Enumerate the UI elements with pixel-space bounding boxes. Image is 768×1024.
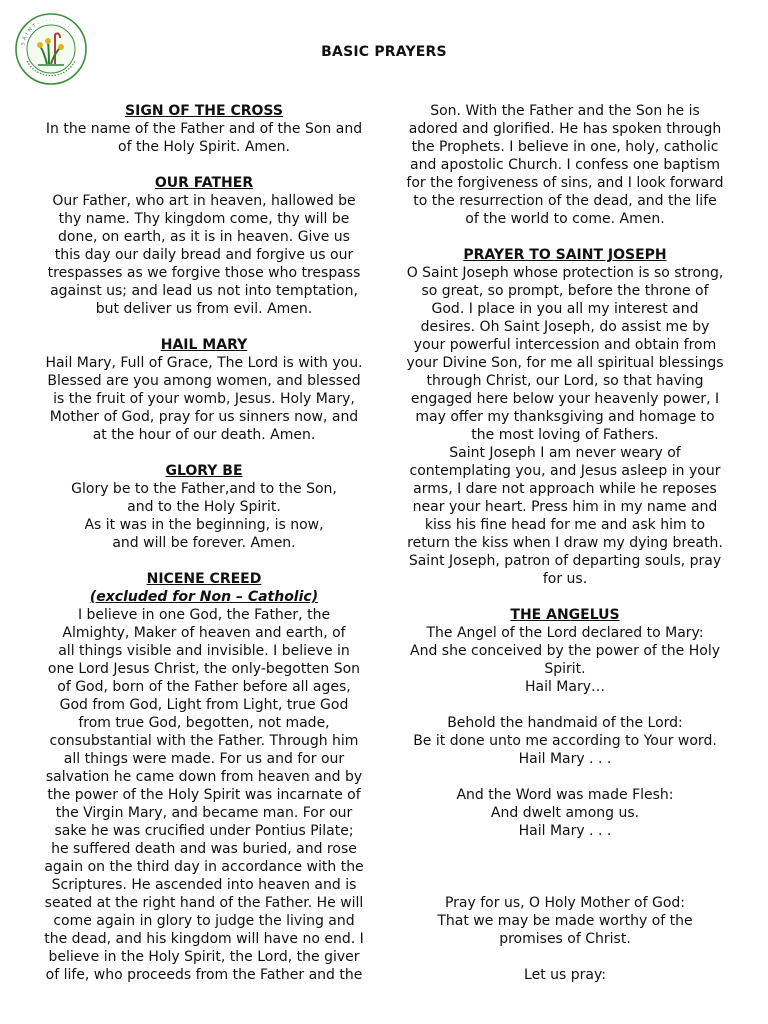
- our-father-section: [44, 174, 364, 318]
- sign-of-the-cross-line: In the name of the Father and of the Son and: [45, 121, 363, 137]
- angelus-verse-4-line: Pray for us, O Holy Mother of God:: [444, 895, 685, 911]
- nicene-creed-line: the dead, and his kingdom will have no end. I: [44, 931, 364, 947]
- our-father-line: against us; and lead us not into temptation,: [50, 283, 358, 299]
- nicene-creed-heading: NICENE CREED: [146, 571, 262, 587]
- nicene-creed-continued-line: adored and glorified. He has spoken through: [408, 121, 722, 137]
- saint-joseph-line: O Saint Joseph whose protection is so strong,: [406, 265, 724, 281]
- nicene-creed-line: one Lord Jesus Christ, the only-begotten Son: [47, 661, 361, 677]
- our-father-text: [44, 192, 364, 318]
- glory-be-text: [44, 480, 364, 552]
- sign-of-the-cross-section: [44, 102, 364, 156]
- nicene-creed-line: all things were made. For us and for our: [63, 751, 345, 767]
- angelus-verse-3-line: And the Word was made Flesh:: [456, 787, 674, 803]
- nicene-creed-continued-line: the Prophets. I believe in one, holy, catholic: [411, 139, 719, 155]
- angelus-verse-1-line: Hail Mary…: [524, 679, 606, 695]
- saint-joseph-line: Saint Joseph, patron of departing souls, pray: [408, 553, 722, 569]
- angelus-verse-3-text: [405, 786, 725, 840]
- glory-be-heading: GLORY BE: [165, 463, 243, 479]
- angelus-heading: THE ANGELUS: [510, 607, 620, 623]
- nicene-creed-line: the power of the Holy Spirit was incarnate of: [47, 787, 361, 803]
- nicene-creed-line: again on the third day in accordance with the: [44, 859, 364, 875]
- nicene-creed-continued: [405, 102, 725, 228]
- our-father-line: this day our daily bread and forgive us our: [54, 247, 354, 263]
- nicene-creed-note: (excluded for Non – Catholic): [89, 589, 319, 605]
- angelus-verse-3-line: And dwelt among us.: [490, 805, 640, 821]
- angelus-verse-1-line: Spirit.: [544, 661, 586, 677]
- hail-mary-heading: HAIL MARY: [160, 337, 248, 353]
- nicene-creed-continued-line: Son. With the Father and the Son he is: [430, 103, 700, 119]
- saint-joseph-text: [405, 264, 725, 588]
- nicene-creed-continued-line: and apostolic Church. I confess one baptism: [410, 157, 720, 173]
- saint-joseph-line: your Divine Son, for me all spiritual blessings: [406, 355, 724, 371]
- angelus-verse-1-text: [405, 624, 725, 696]
- nicene-creed-line: Scriptures. He ascended into heaven and is: [51, 877, 357, 893]
- sign-of-the-cross-heading: SIGN OF THE CROSS: [125, 103, 283, 119]
- saint-joseph-line: desires. Oh Saint Joseph, do assist me by: [420, 319, 710, 335]
- saint-joseph-line: for us.: [542, 571, 588, 587]
- angelus-verse-2-text: [405, 714, 725, 768]
- nicene-creed-line: I believe in one God, the Father, the: [77, 607, 331, 623]
- hail-mary-line: Blessed are you among women, and blessed: [47, 373, 361, 389]
- right-column: [405, 102, 725, 1002]
- document-title: BASIC PRAYERS: [321, 44, 447, 60]
- angelus-verse-4-text: [405, 894, 725, 948]
- nicene-creed-line: all things visible and invisible. I believe in: [58, 643, 350, 659]
- saint-joseph-line: your powerful intercession and obtain from: [413, 337, 717, 353]
- glory-be-line: and to the Holy Spirit.: [127, 499, 281, 515]
- nicene-creed-continued-line: for the forgiveness of sins, and I look forward: [406, 175, 724, 191]
- our-father-line: done, on earth, as it is in heaven. Give us: [58, 229, 350, 245]
- saint-joseph-line: return the kiss when I draw my dying breath.: [407, 535, 723, 551]
- hail-mary-section: [44, 336, 364, 444]
- nicene-creed-line: come again in glory to judge the living and: [53, 913, 355, 929]
- saint-joseph-line: God. I place in you all my interest and: [431, 301, 699, 317]
- nicene-creed-line: from true God, begotten, not made,: [78, 715, 330, 731]
- nicene-creed-line: of life, who proceeds from the Father and the: [45, 967, 363, 983]
- our-father-line: thy name. Thy kingdom come, thy will be: [58, 211, 350, 227]
- nicene-creed-line: seated at the right hand of the Father. He will: [44, 895, 364, 911]
- angelus-verse-2-line: Be it done unto me according to Your word.: [413, 733, 717, 749]
- our-father-line: trespasses as we forgive those who trespass: [47, 265, 361, 281]
- nicene-creed-line: sake he was crucified under Pontius Pilate;: [54, 823, 354, 839]
- angelus-verse-2-line: Behold the handmaid of the Lord:: [447, 715, 683, 731]
- hail-mary-line: Mother of God, pray for us sinners now, and: [49, 409, 359, 425]
- nicene-creed-line: believe in the Holy Spirit, the Lord, the giver: [48, 949, 360, 965]
- saint-joseph-line: may offer my thanksgiving and homage to: [415, 409, 715, 425]
- our-father-line: but deliver us from evil. Amen.: [95, 301, 313, 317]
- angelus-section: [405, 606, 725, 984]
- nicene-creed-line: God from God, Light from Light, true God: [59, 697, 349, 713]
- saint-joseph-heading: PRAYER TO SAINT JOSEPH: [463, 247, 667, 263]
- saint-joseph-line: kiss his fine head for me and ask him to: [424, 517, 706, 533]
- svg-text:S A I N T · · · · · · · · · ·: S A I N T · · · · · · · · · · ·: [20, 17, 77, 47]
- hail-mary-line: Hail Mary, Full of Grace, The Lord is with you.: [45, 355, 363, 371]
- saint-joseph-line: the most loving of Fathers.: [471, 427, 659, 443]
- our-father-heading: OUR FATHER: [154, 175, 254, 191]
- saint-joseph-line: contemplating you, and Jesus asleep in your: [409, 463, 721, 479]
- nicene-creed-line: of God, born of the Father before all ages,: [57, 679, 351, 695]
- saint-joseph-line: Saint Joseph I am never weary of: [449, 445, 681, 461]
- sign-of-the-cross-line: of the Holy Spirit. Amen.: [118, 139, 290, 155]
- angelus-verse-4-line: promises of Christ.: [499, 931, 631, 947]
- nicene-creed-section: [44, 570, 364, 984]
- nicene-creed-text: [44, 606, 364, 984]
- angelus-verse-3-line: Hail Mary . . .: [518, 823, 612, 839]
- saint-joseph-line: arms, I dare not approach while he reposes: [413, 481, 717, 497]
- nicene-creed-line: the Virgin Mary, and became man. For our: [55, 805, 353, 821]
- angelus-verse-4-line: That we may be made worthy of the: [437, 913, 693, 929]
- saint-joseph-line: engaged here below your heavenly power, I: [410, 391, 720, 407]
- glory-be-line: As it was in the beginning, is now,: [84, 517, 324, 533]
- angelus-verse-1-line: The Angel of the Lord declared to Mary:: [426, 625, 704, 641]
- sign-of-the-cross-text: [44, 120, 364, 156]
- our-father-line: Our Father, who art in heaven, hallowed be: [52, 193, 356, 209]
- nicene-creed-continued-line: to the resurrection of the dead, and the life: [413, 193, 717, 209]
- glory-be-line: and will be forever. Amen.: [112, 535, 296, 551]
- angelus-verse-1-line: And she conceived by the power of the Holy: [410, 643, 720, 659]
- saint-joseph-line: near your heart. Press him in my name and: [412, 499, 718, 515]
- nicene-creed-continued-text: [405, 102, 725, 228]
- left-column: [44, 102, 364, 1002]
- nicene-creed-continued-line: of the world to come. Amen.: [465, 211, 665, 227]
- hail-mary-text: [44, 354, 364, 444]
- saint-joseph-line: so great, so prompt, before the throne of: [421, 283, 709, 299]
- saint-joseph-section: [405, 246, 725, 588]
- glory-be-section: [44, 462, 364, 552]
- angelus-closing: Let us pray:: [524, 967, 606, 983]
- nicene-creed-line: Almighty, Maker of heaven and earth, of: [62, 625, 346, 641]
- glory-be-line: Glory be to the Father,and to the Son,: [71, 481, 337, 497]
- saint-joseph-line: through Christ, our Lord, so that having: [426, 373, 704, 389]
- nicene-creed-line: he suffered death and was buried, and rose: [51, 841, 357, 857]
- nicene-creed-line: consubstantial with the Father. Through him: [49, 733, 359, 749]
- angelus-verse-2-line: Hail Mary . . .: [518, 751, 612, 767]
- nicene-creed-line: salvation he came down from heaven and by: [45, 769, 363, 785]
- hail-mary-line: is the fruit of your womb, Jesus. Holy Mary,: [53, 391, 355, 407]
- hail-mary-line: at the hour of our death. Amen.: [92, 427, 316, 443]
